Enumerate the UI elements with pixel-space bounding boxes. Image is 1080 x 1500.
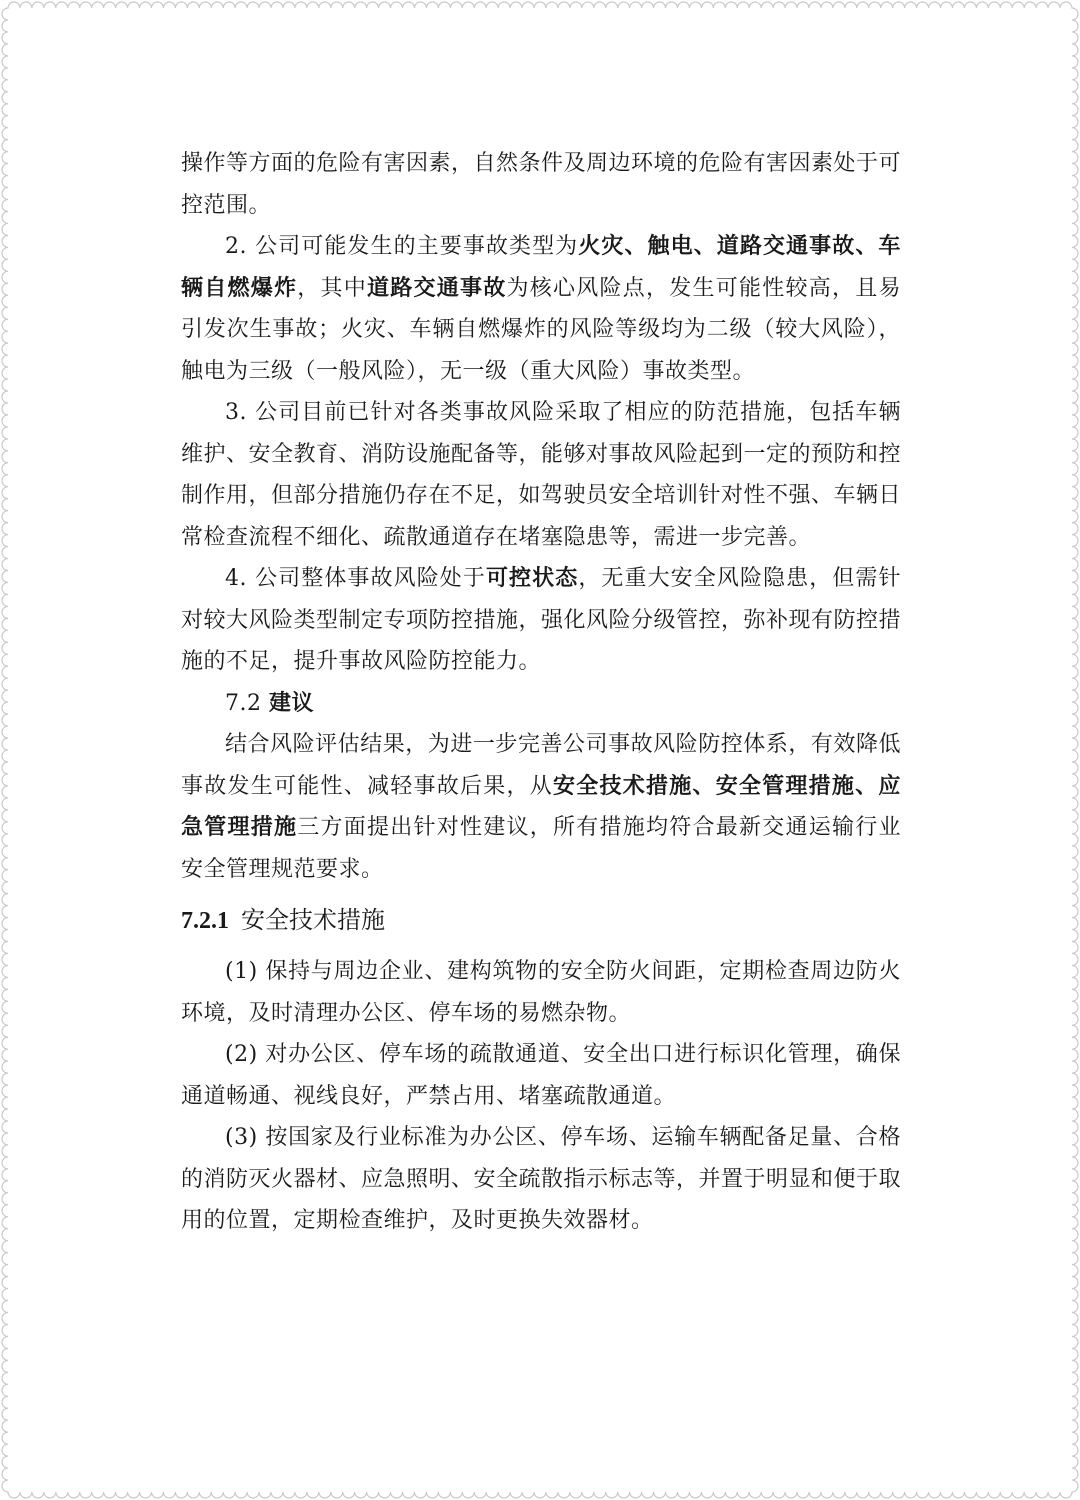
paragraph-recommendations-intro	[181, 724, 901, 890]
bold-term-management-measures: 安全管理措施	[715, 772, 856, 799]
bold-term-vehicle-combustion: 车辆自燃爆炸	[181, 233, 901, 301]
section-number: 7.2.1	[181, 908, 229, 934]
paragraph-overall-risk	[181, 558, 901, 683]
list-item-3: (3) 按国家及行业标准为办公区、停车场、运输车辆配备足量、合格的消防灭火器材、应急照明、安全疏散指示标志等，并置于明显和便于取用的位置，定期检查维护，及时更换失效器材。	[181, 1125, 902, 1233]
punctuation: 、	[693, 233, 717, 259]
subsection-title: 建议	[269, 689, 315, 716]
bold-term-controllable: 可控状态	[485, 565, 579, 591]
paragraph-intro-continued: 操作等方面的危险有害因素，自然条件及周边环境的危险有害因素处于可控范围。	[181, 151, 902, 218]
punctuation: 、	[624, 233, 648, 259]
text-segment: ，其中	[297, 275, 367, 301]
bold-term-road-traffic-accident: 道路交通事故	[716, 233, 856, 259]
text-segment: 结合风险评估结果，为进一步完善公司事故风险防控体系，有效降低事故发生可能性、减轻事故后果，从	[181, 732, 901, 799]
text-segment: 2. 公司可能发生的主要事故类型为	[225, 234, 579, 259]
subsection-heading	[181, 683, 901, 725]
text-segment: 为核心风险点，发生可能性较高，且易引发次生事故；火灾、车辆自燃爆炸的风险等级均为二级（较大风险），触电为三级（一般风险），无一级（重大风险）事故类型。	[181, 275, 901, 384]
punctuation: 、	[692, 772, 716, 799]
text-segment: 4. 公司整体事故风险处于	[225, 566, 486, 591]
list-item-2: (2) 对办公区、停车场的疏散通道、安全出口进行标识化管理，确保通道畅通、视线良好，严禁占用、堵塞疏散通道。	[181, 1042, 901, 1109]
bold-term-emergency-measures: 应急管理措施	[181, 772, 901, 840]
bold-term-fire: 火灾	[578, 233, 625, 259]
paragraph-accident-types	[181, 226, 901, 392]
document-page	[181, 143, 901, 1242]
list-item-1: (1) 保持与周边企业、建构筑物的安全防火间距，定期检查周边防火环境，及时清理办公区、停车场的易燃杂物。	[181, 959, 901, 1026]
text-segment: ，无重大安全风险隐患，但需针对较大风险类型制定专项防控措施，强化风险分级管控，弥补现有防控措施的不足，提升事故风险防控能力。	[181, 566, 902, 674]
subsection-number: 7.2	[225, 690, 262, 716]
text-segment: 三方面提出针对性建议，所有措施均符合最新交通运输行业安全管理规范要求。	[181, 815, 901, 882]
bold-term-electric-shock: 触电	[647, 233, 694, 259]
bold-term-technical-measures: 安全技术措施	[552, 772, 693, 799]
paragraph-existing-measures: 3. 公司目前已针对各类事故风险采取了相应的防范措施，包括车辆维护、安全教育、消防设施配备等，能够对事故风险起到一定的预防和控制作用，但部分措施仍存在不足，如驾驶员安全培训针对性不强、车辆日常检查流程不细化、疏散通道存在堵塞隐患等，需进一步完善。	[181, 400, 902, 550]
bold-term-road-traffic-accident-core: 道路交通事故	[367, 274, 507, 301]
section-heading	[181, 896, 901, 945]
punctuation: 、	[855, 233, 879, 259]
punctuation: 、	[855, 772, 879, 799]
section-title: 安全技术措施	[241, 906, 385, 934]
